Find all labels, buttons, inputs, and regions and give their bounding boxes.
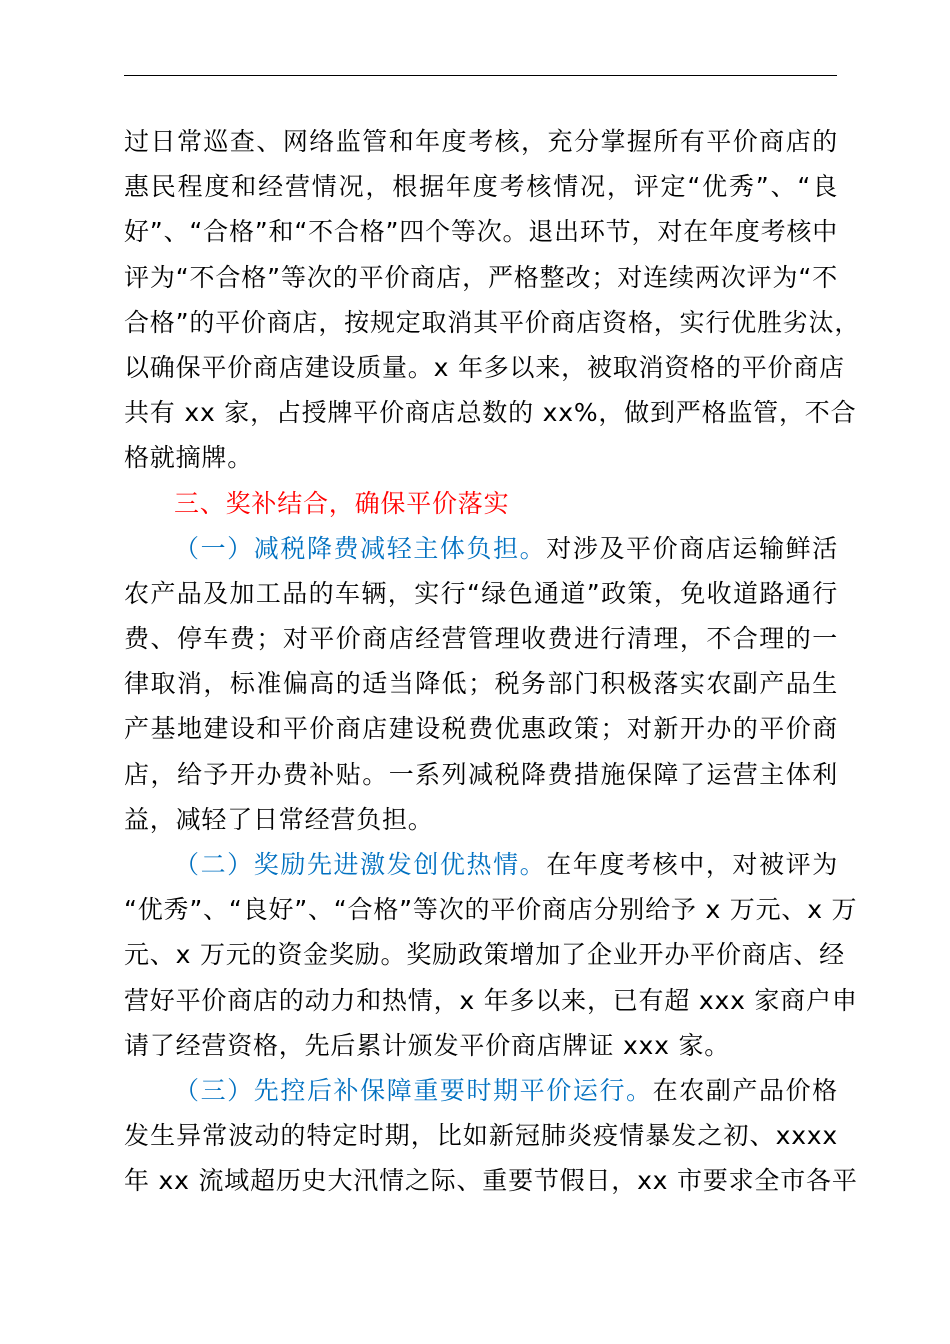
paragraph-line: 评为“不合格”等次的平价商店，严格整改；对连续两次评为“不 [124, 262, 838, 292]
paragraph-monitoring [124, 119, 861, 481]
paragraph-line: 费、停车费；对平价商店经营管理收费进行清理，不合理的一 [124, 624, 838, 654]
paragraph-line: “优秀”、“良好”、“合格”等次的平价商店分别给予 x 万元、x 万 [124, 895, 858, 925]
document-body [124, 119, 861, 1204]
paragraph-line: 请了经营资格，先后累计颁发平价商店牌证 xxx 家。 [124, 1030, 731, 1060]
paragraph-line: 产基地建设和平价商店建设税费优惠政策；对新开办的平价商 [124, 714, 838, 744]
paragraph-line: 益，减轻了日常经营负担。 [124, 804, 434, 834]
paragraph-line: 元、x 万元的资金奖励。奖励政策增加了企业开办平价商店、经 [124, 940, 845, 970]
paragraph-line: 以确保平价商店建设质量。x 年多以来，被取消资格的平价商店 [124, 352, 845, 382]
subsection-text: 对涉及平价商店运输鲜活 [546, 533, 838, 563]
subsection-first-line [124, 1068, 838, 1113]
subsection-title: （一）减税降费减轻主体负担。 [174, 533, 547, 563]
section-heading: 三、奖补结合，确保平价落实 [174, 488, 510, 518]
paragraph-line: 合格”的平价商店，按规定取消其平价商店资格，实行优胜劣汰， [124, 307, 861, 337]
subsection-text: 在农副产品价格 [652, 1075, 838, 1105]
paragraph-line: 年 xx 流域超历史大汛情之际、重要节假日，xx 市要求全市各平 [124, 1166, 858, 1196]
subsection-title: （二）奖励先进激发创优热情。 [174, 850, 547, 879]
paragraph-line: 店，给予开办费补贴。一系列减税降费措施保障了运营主体利 [124, 759, 838, 789]
paragraph-line: 农产品及加工品的车辆，实行“绿色通道”政策，免收道路通行 [124, 578, 838, 608]
paragraph-line: 营好平价商店的动力和热情，x 年多以来，已有超 xxx 家商户申 [124, 985, 858, 1015]
subsection-first-line [124, 526, 838, 571]
subsection-first-line [124, 842, 838, 887]
subsection-tax-reduction [124, 526, 838, 842]
paragraph-line: 共有 xx 家，占授牌平价商店总数的 xx%，做到严格监管，不合 [124, 398, 857, 428]
paragraph-line: 过日常巡查、网络监管和年度考核，充分掌握所有平价商店的 [124, 127, 838, 156]
paragraph-line: 格就摘牌。 [124, 443, 254, 473]
subsection-price-control [124, 1068, 858, 1204]
subsection-rewards [124, 842, 858, 1068]
paragraph-line: 惠民程度和经营情况，根据年度考核情况，评定“优秀”、“良 [124, 172, 838, 202]
paragraph-line: 好”、“合格”和“不合格”四个等次。退出环节，对在年度考核中 [124, 217, 838, 247]
paragraph-line: 发生异常波动的特定时期，比如新冠肺炎疫情暴发之初、xxxx [124, 1121, 838, 1151]
header-rule [124, 75, 837, 76]
paragraph-line: 律取消，标准偏高的适当降低；税务部门积极落实农副产品生 [124, 669, 838, 699]
subsection-text: 在年度考核中，对被评为 [546, 850, 838, 879]
subsection-title: （三）先控后补保障重要时期平价运行。 [174, 1075, 653, 1105]
